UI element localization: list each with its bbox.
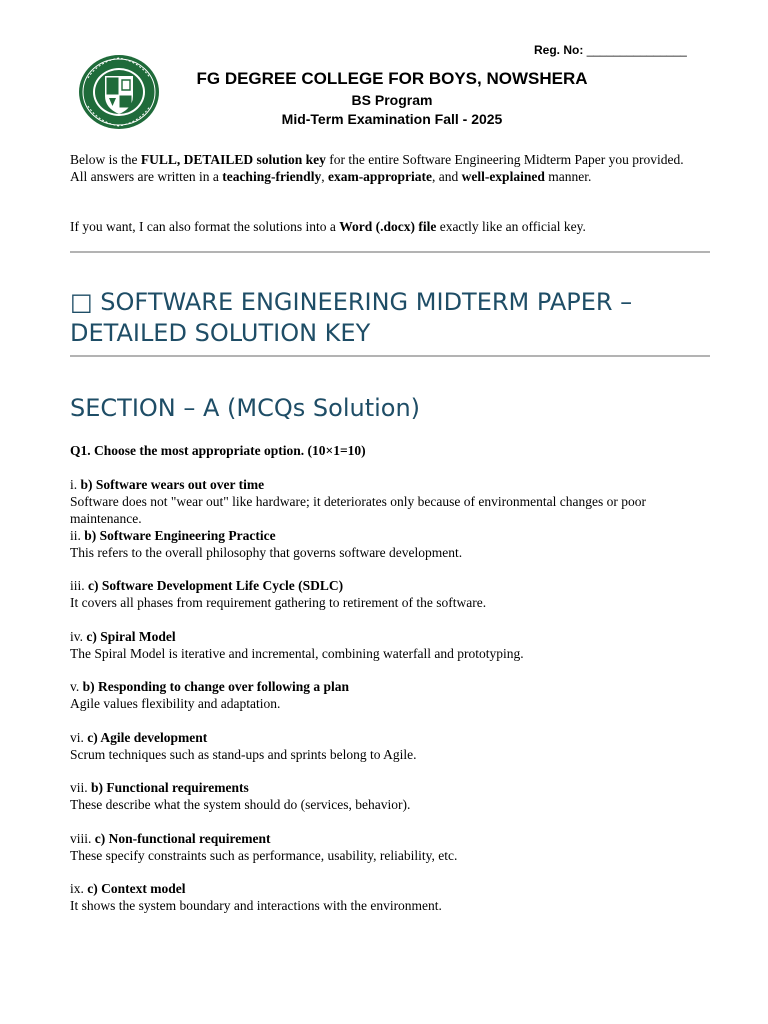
mcq-answer-item	[70, 880, 710, 931]
mcq-answer-item	[70, 830, 710, 881]
mcq-answer: c) Context model	[87, 881, 186, 896]
mcq-answer-item	[70, 577, 710, 628]
mcq-number: v.	[70, 679, 80, 694]
mcq-answer: c) Agile development	[87, 729, 208, 745]
mcq-answer: c) Non-functional requirement	[94, 830, 271, 846]
mcq-explanation: These specify constraints such as performance, usability, reliability, etc.	[70, 847, 458, 863]
mcq-answer-item	[70, 729, 710, 780]
divider	[70, 355, 710, 357]
mcq-explanation: This refers to the overall philosophy that governs software development.	[70, 544, 463, 560]
mcq-answer: b) Responding to change over following a plan	[82, 679, 350, 694]
reg-no-label: Reg. No:	[534, 43, 584, 57]
mcq-answer: c) Spiral Model	[86, 628, 176, 644]
mcq-answer: b) Software Engineering Practice	[84, 527, 276, 543]
reg-no-blank: _______________	[586, 43, 687, 57]
mcq-number: ix.	[70, 881, 84, 896]
mcq-number: iv.	[70, 628, 83, 644]
mcq-explanation: It covers all phases from requirement gathering to retirement of the software.	[70, 595, 487, 610]
main-heading: □ SOFTWARE ENGINEERING MIDTERM PAPER – DETAILED SOLUTION KEY	[70, 288, 633, 347]
format-note: If you want, I can also format the solutions into a Word (.docx) file exactly like an official key.	[70, 219, 586, 234]
intro-line-1: Below is the FULL, DETAILED solution key for the entire Software Engineering Midterm Paper you provided.	[70, 152, 684, 167]
mcq-answer-list	[70, 476, 710, 931]
mcq-number: ii.	[70, 527, 81, 543]
reg-no-field	[534, 43, 687, 57]
mcq-explanation: It shows the system boundary and interactions with the environment.	[70, 898, 442, 913]
mcq-explanation: Software does not "wear out" like hardware; it deteriorates only because of environmental changes or poor maintenance.	[70, 494, 646, 526]
section-heading: SECTION – A (MCQs Solution)	[70, 394, 421, 422]
intro-line-2: All answers are written in a teaching-friendly, exam-appropriate, and well-explained manner.	[70, 169, 592, 184]
mcq-number: viii.	[70, 830, 92, 846]
mcq-explanation: These describe what the system should do (services, behavior).	[70, 797, 411, 812]
question-title: Q1. Choose the most appropriate option. (10×1=10)	[70, 443, 366, 458]
college-name: FG DEGREE COLLEGE FOR BOYS, NOWSHERA	[196, 69, 588, 88]
mcq-explanation: Agile values flexibility and adaptation.	[70, 696, 281, 711]
mcq-answer: b) Functional requirements	[91, 780, 249, 795]
mcq-answer-item	[70, 476, 710, 527]
mcq-answer-item	[70, 527, 710, 578]
mcq-answer: c) Software Development Life Cycle (SDLC)	[88, 578, 344, 593]
intro-paragraph	[70, 151, 710, 185]
mcq-number: vii.	[70, 780, 88, 795]
mcq-answer: b) Software wears out over time	[80, 477, 265, 492]
divider	[70, 251, 710, 253]
program-name: BS Program	[351, 92, 433, 108]
mcq-number: iii.	[70, 578, 85, 593]
mcq-number: i.	[70, 477, 78, 492]
exam-title: Mid-Term Examination Fall - 2025	[281, 111, 503, 127]
mcq-explanation: Scrum techniques such as stand-ups and sprints belong to Agile.	[70, 746, 417, 762]
mcq-answer-item	[70, 779, 710, 830]
mcq-answer-item	[70, 628, 710, 679]
college-seal-logo	[78, 54, 160, 130]
mcq-explanation: The Spiral Model is iterative and incremental, combining waterfall and prototyping.	[70, 645, 524, 661]
mcq-number: vi.	[70, 729, 84, 745]
mcq-answer-item	[70, 678, 710, 729]
